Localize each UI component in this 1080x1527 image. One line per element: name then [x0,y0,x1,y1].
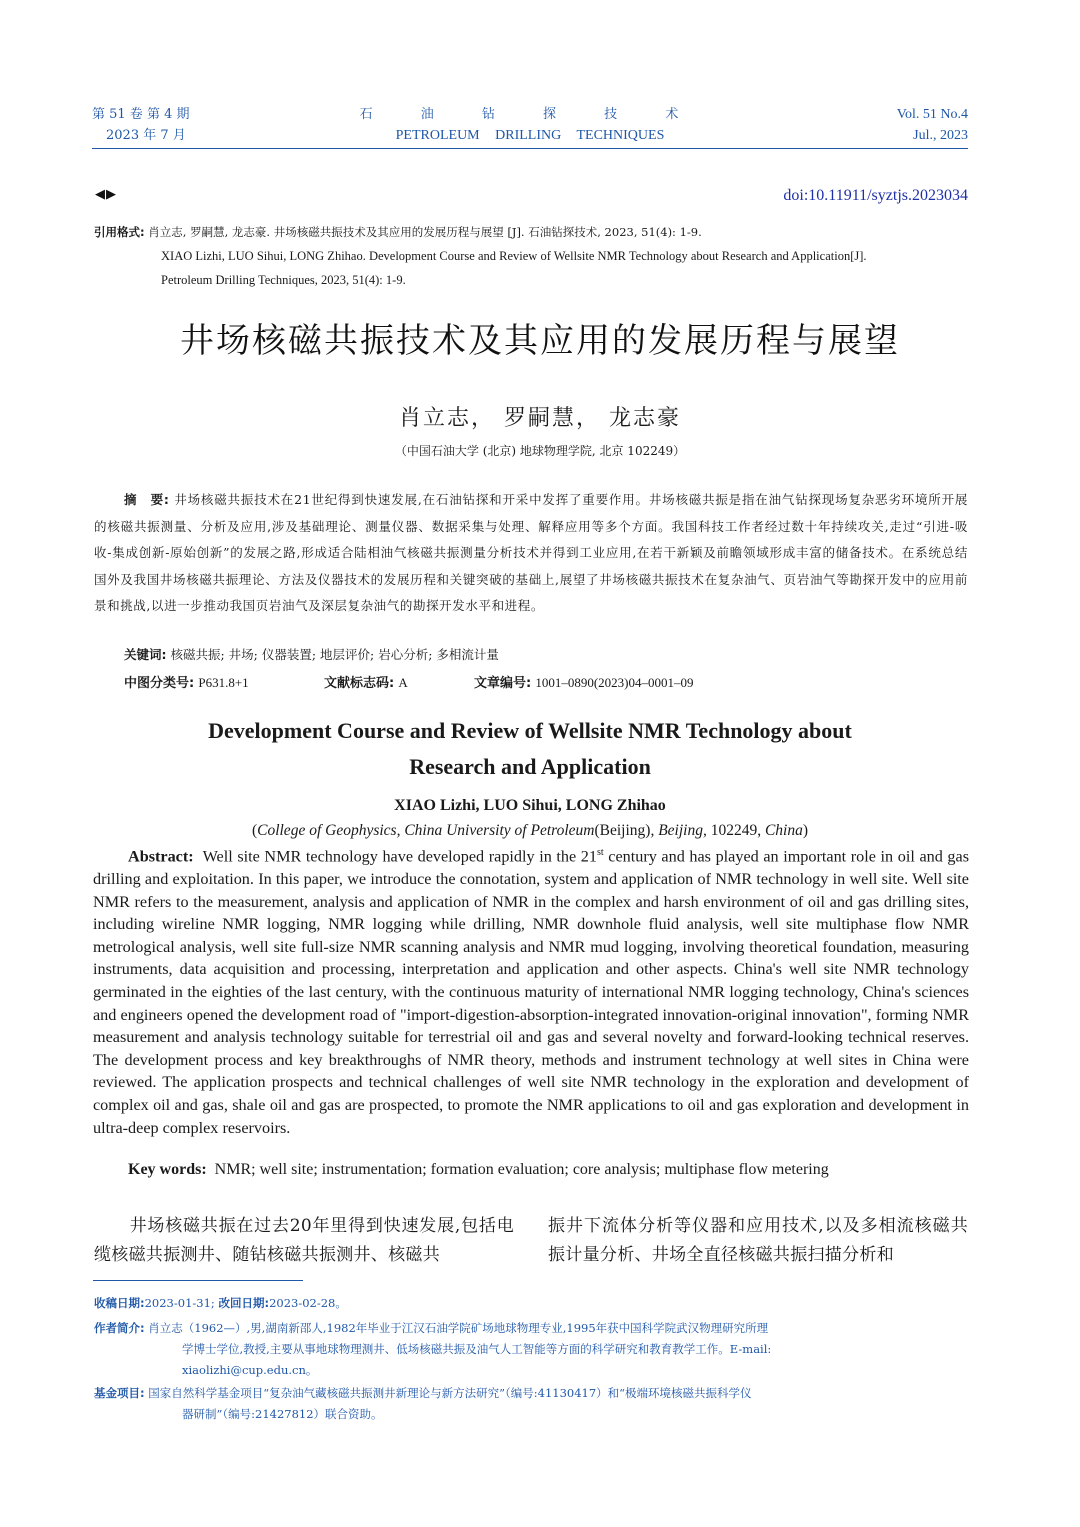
abstract-en-part2: century and has played an important role in oil and gas drilling and exploitation. In this paper, we introduce the connotation, system and application of NMR technology in well site. Well site NMR refers to the measurement, analysis and application of NMR in the complex and harsh environment of oil and gas drilling sites, including wireline NMR logging, NMR logging while drilling, NMR downhole fluid analysis, well site multiphase flow NMR metrological analysis, well site full-size NMR scanning analysis and NMR mud logging, involving theoretical foundation, measuring instruments, data acquisition and processing, interpretation and application and other aspects. China's well site NMR technology germinated in the eighties of the last century, with the continuous maturity of international NMR logging technology, China's sciences and engineers opened the development road of "import-digestion-absorption-integrated innovation-original innovation", forming NMR measurement and analysis technology suitable for terrestrial oil and gas and several novelty and forward-looking technical reserves. The development process and key breakthroughs of NMR theory, methods and instrument technology at well sites in China were reviewed. The application prospects and technical challenges of well site NMR technology in the exploration and development of complex oil and gas, shale oil and gas are prospected, to promote the NMR applications to oil and gas exploration and development in ultra-deep complex reservoirs. [93,847,969,1137]
affil-en-code: 102249, [706,822,765,839]
affil-en-beijing: (Beijing) [594,822,651,839]
author-text2: 学博士学位,教授,主要从事地球物理测井、低场核磁共振及油气人工智能等方面的科学研究和教育教学工作。E-mail: [182,1342,772,1356]
journal-header [92,104,968,146]
footnote-author [94,1318,970,1381]
citation-cn: 肖立志, 罗嗣慧, 龙志豪. 井场核磁共振技术及其应用的发展历程与展望 [J]. 石油钻探技术, 2023, 51(4): 1-9. [148,225,702,239]
doc-label: 文献标志码: [324,676,395,691]
revised-text: 2023-02-28。 [269,1296,347,1310]
keywords-en [128,1161,829,1179]
revised-label: 改回日期: [218,1296,270,1310]
journal-name-cn: 石 油 钻 探 技 术 [359,107,701,122]
body-column-right: 振井下流体分析等仪器和应用技术,以及多相流核磁共振计量分析、井场全直径核磁共振扫描分析和 [548,1216,968,1265]
doc-value: A [398,675,408,690]
article-number [474,672,694,691]
clc-number [124,672,249,691]
date-en: Jul., 2023 [913,128,968,143]
clc-label: 中图分类号: [124,676,195,691]
affil-en-country: China [764,822,803,839]
author-line1 [94,1318,970,1339]
fund-text2: 器研制”（编号:21427812）联合资助。 [182,1407,383,1421]
affil-en-inst: College of Geophysics, China University of Petroleum [257,822,595,839]
title-en-line2: Research and Application [409,754,651,779]
abstract-cn-label: 摘 要: [124,492,170,507]
abstract-cn [94,487,968,620]
article-value: 1001–0890(2023)04–0001–09 [535,675,694,690]
citation-en-1: XIAO Lizhi, LUO Sihui, LONG Zhihao. Development Course and Review of Wellsite NMR Technology about Research and Application[J]. [161,249,867,263]
footnote-dates [94,1293,970,1314]
page-title-en [0,713,1060,785]
citation-cn-line [94,220,970,244]
keywords-en-text: NMR; well site; instrumentation; formation evaluation; core analysis; multiphase flow metering [214,1161,829,1178]
journal-name-en: PETROLEUM DRILLING TECHNIQUES [395,128,665,143]
abstract-en-sup: st [596,847,604,858]
citation-en-2: Petroleum Drilling Techniques, 2023, 51(4): 1-9. [161,273,406,287]
affil-en-city: , Beijing, [650,822,707,839]
keywords-cn [124,645,499,663]
fund-line1 [94,1383,970,1404]
title-en-line1: Development Course and Review of Wellsite NMR Technology about [208,718,852,743]
authors-en: XIAO Lizhi, LUO Sihui, LONG Zhihao [394,797,666,814]
received-text: 2023-01-31; [144,1296,219,1310]
citation-block [94,220,970,292]
keywords-cn-label: 关键词: [124,647,167,662]
doc-code [324,672,408,691]
authors-cn: 肖立志， 罗嗣慧， 龙志豪 [399,406,681,431]
clc-value: P631.8+1 [198,675,249,690]
keywords-en-label: Key words: [128,1161,207,1178]
volume-en: Vol. 51 No.4 [896,107,968,122]
footnote-rule [93,1280,303,1281]
doi-link[interactable]: doi:10.11911/syztjs.2023034 [783,187,968,204]
volume-cn: 第 51 卷 第 4 期 [92,107,190,122]
author-email[interactable]: xiaolizhi@cup.edu.cn。 [182,1363,318,1377]
keywords-cn-text: 核磁共振; 井场; 仪器装置; 地层评价; 岩心分析; 多相流计量 [170,647,499,662]
abstract-en-part1: Well site NMR technology have developed rapidly in the 21 [202,847,597,866]
author-label: 作者简介: [94,1321,145,1335]
page-title-cn: 井场核磁共振技术及其应用的发展历程与展望 [180,321,900,361]
citation-label: 引用格式: [94,225,145,239]
header-center [92,104,968,146]
received-label: 收稿日期: [94,1296,145,1310]
abstract-en-label: Abstract: [128,847,194,866]
affiliation-cn: （中国石油大学 (北京) 地球物理学院, 北京 102249） [394,444,686,458]
body-column-left: 井场核磁共振在过去20年里得到快速发展,包括电缆核磁共振测井、随钻核磁共振测井、核磁共 [94,1216,514,1265]
header-rule [92,148,968,149]
affiliation-en: (College of Geophysics, China University of Petroleum(Beijing), Beijing, 102249, China) [251,822,809,839]
author-text1: 肖立志（1962—）,男,湖南新邵人,1982年毕业于江汉石油学院矿场地球物理专业,1995年获中国科学院武汉物理研究所理 [148,1321,769,1335]
footnote-fund [94,1383,970,1425]
date-cn: 2023 年 7 月 [106,128,186,143]
fund-label: 基金项目: [94,1386,145,1400]
article-label: 文章编号: [474,676,532,691]
header-right [897,104,968,146]
prev-next-arrows[interactable]: ◀▶ [95,187,117,202]
abstract-cn-text: 井场核磁共振技术在21世纪得到快速发展,在石油钻探和开采中发挥了重要作用。井场核磁共振是指在油气钻探现场复杂恶劣环境所开展的核磁共振测量、分析及应用,涉及基础理论、测量仪器、数据采集与处理、解释应用等多个方面。我国科技工作者经过数十年持续攻关,走过“引进-吸收-集成创新-原始创新”的发展之路,形成适合陆相油气核磁共振测量分析技术并得到工业应用,在若干新颖及前瞻领域形成丰富的储备技术。在系统总结国外及我国井场核磁共振理论、方法及仪器技术的发展历程和关键突破的基础上,展望了井场核磁共振技术在复杂油气、页岩油气等勘探开发中的应用前景和挑战,以进一步推动我国页岩油气及深层复杂油气的勘探开发水平和进程。 [94,492,968,613]
abstract-en [93,842,969,1139]
fund-text1: 国家自然科学基金项目“复杂油气藏核磁共振测井新理论与新方法研究”（编号:41130417）和“极端环境核磁共振科学仪 [148,1386,752,1400]
